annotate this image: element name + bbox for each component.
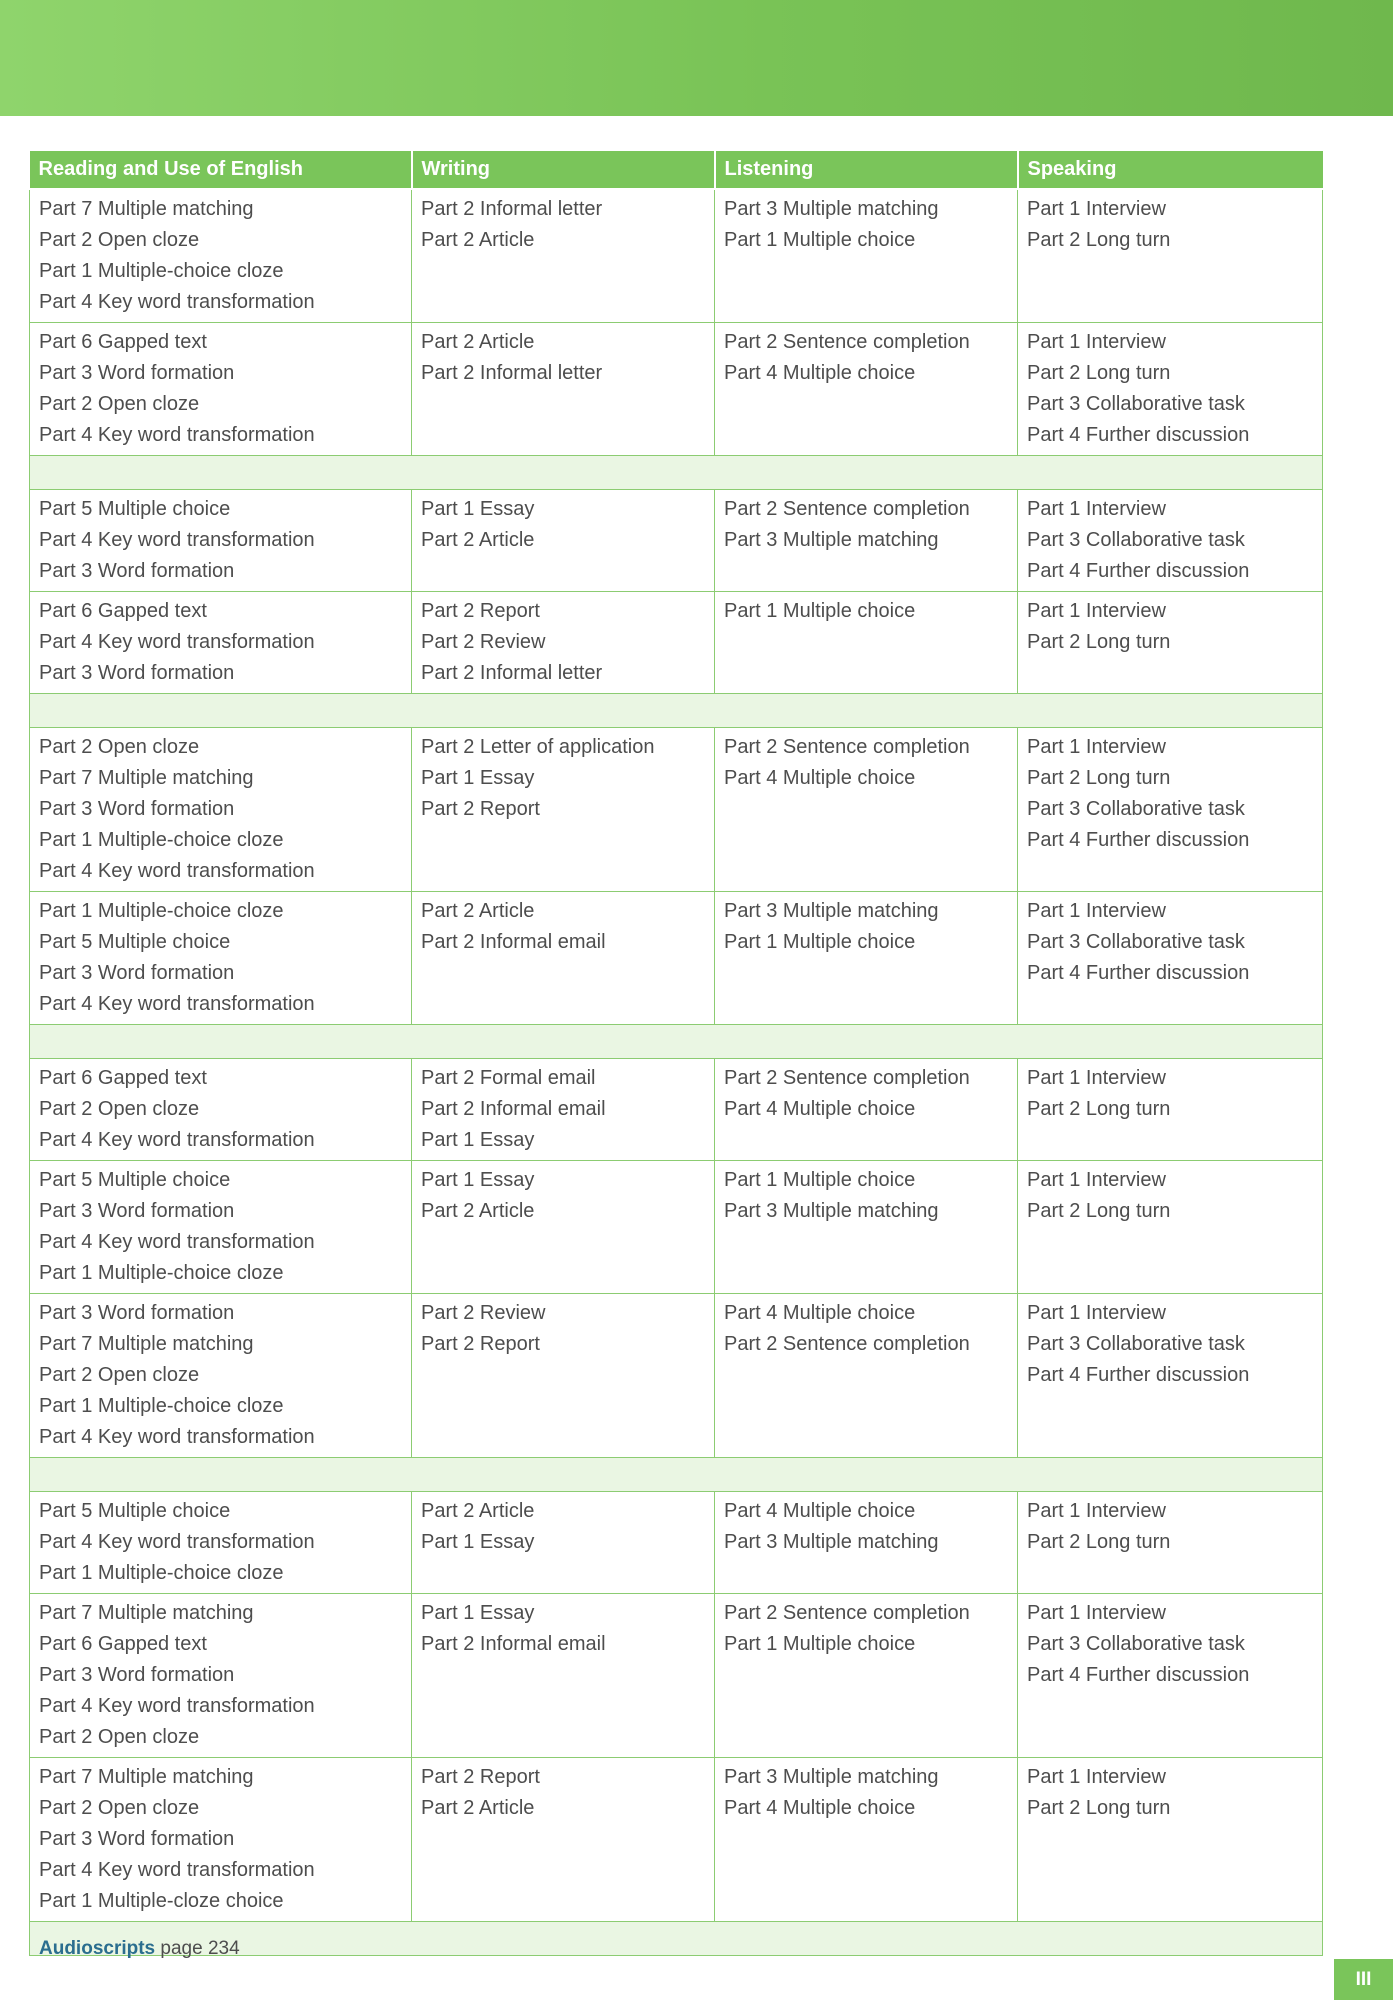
part-item: Part 3 Word formation xyxy=(39,1664,235,1686)
header-reading: Reading and Use of English xyxy=(30,151,412,189)
table-row xyxy=(30,1758,1323,1922)
part-item: Part 5 Multiple choice xyxy=(39,498,231,520)
part-item: Part 2 Sentence completion xyxy=(724,1602,970,1624)
header-speaking: Speaking xyxy=(1018,151,1323,189)
part-item: Part 2 Informal email xyxy=(421,1633,606,1655)
part-item: Part 1 Interview xyxy=(1027,600,1166,622)
cell-speaking xyxy=(1018,1059,1323,1161)
cell-speaking xyxy=(1018,1594,1323,1758)
part-item: Part 3 Multiple matching xyxy=(724,1200,939,1222)
part-item: Part 6 Gapped text xyxy=(39,1067,207,1089)
part-item: Part 3 Multiple matching xyxy=(724,1766,939,1788)
part-item: Part 4 Multiple choice xyxy=(724,1098,916,1120)
cell-listening xyxy=(715,1758,1018,1922)
part-item: Part 3 Word formation xyxy=(39,1302,235,1324)
table-row xyxy=(30,1492,1323,1594)
part-item: Part 5 Multiple choice xyxy=(39,1500,231,1522)
part-item: Part 1 Interview xyxy=(1027,1302,1166,1324)
unit-separator-row xyxy=(30,456,1323,490)
part-item: Part 4 Key word transformation xyxy=(39,1695,315,1717)
part-item: Part 3 Multiple matching xyxy=(724,198,939,220)
part-item: Part 1 Interview xyxy=(1027,1169,1166,1191)
cell-reading xyxy=(30,1294,412,1458)
part-item: Part 5 Multiple choice xyxy=(39,931,231,953)
table-row xyxy=(30,1161,1323,1294)
table-row xyxy=(30,490,1323,592)
top-color-band xyxy=(0,0,1393,116)
table-row xyxy=(30,1594,1323,1758)
part-item: Part 2 Article xyxy=(421,331,535,353)
cell-writing xyxy=(412,1059,715,1161)
cell-writing xyxy=(412,1294,715,1458)
part-item: Part 4 Key word transformation xyxy=(39,860,315,882)
part-item: Part 1 Multiple-choice cloze xyxy=(39,1262,284,1284)
cell-writing xyxy=(412,490,715,592)
part-item: Part 1 Multiple-choice cloze xyxy=(39,829,284,851)
part-item: Part 1 Essay xyxy=(421,767,535,789)
cell-speaking xyxy=(1018,1161,1323,1294)
part-item: Part 4 Key word transformation xyxy=(39,291,315,313)
part-item: Part 3 Collaborative task xyxy=(1027,393,1245,415)
part-item: Part 1 Interview xyxy=(1027,198,1166,220)
part-item: Part 1 Interview xyxy=(1027,736,1166,758)
exam-parts-table-wrapper xyxy=(29,151,1322,1956)
part-item: Part 2 Long turn xyxy=(1027,1098,1171,1120)
part-item: Part 2 Informal letter xyxy=(421,198,603,220)
part-item: Part 4 Multiple choice xyxy=(724,767,916,789)
part-item: Part 4 Key word transformation xyxy=(39,993,315,1015)
part-item: Part 2 Long turn xyxy=(1027,631,1171,653)
part-item: Part 1 Essay xyxy=(421,1602,535,1624)
cell-speaking xyxy=(1018,490,1323,592)
table-body xyxy=(30,189,1323,1956)
cell-speaking xyxy=(1018,1294,1323,1458)
part-item: Part 2 Sentence completion xyxy=(724,736,970,758)
part-item: Part 2 Article xyxy=(421,229,535,251)
part-item: Part 4 Further discussion xyxy=(1027,962,1250,984)
cell-reading xyxy=(30,1492,412,1594)
part-item: Part 1 Interview xyxy=(1027,1067,1166,1089)
part-item: Part 1 Multiple choice xyxy=(724,931,916,953)
part-item: Part 1 Essay xyxy=(421,498,535,520)
part-item: Part 2 Article xyxy=(421,1200,535,1222)
cell-speaking xyxy=(1018,323,1323,456)
part-item: Part 2 Informal letter xyxy=(421,362,603,384)
part-item: Part 2 Article xyxy=(421,1500,535,1522)
part-item: Part 3 Collaborative task xyxy=(1027,529,1245,551)
part-item: Part 2 Review xyxy=(421,1302,546,1324)
table-row xyxy=(30,728,1323,892)
table-row xyxy=(30,1059,1323,1161)
part-item: Part 7 Multiple matching xyxy=(39,1766,254,1788)
part-item: Part 4 Multiple choice xyxy=(724,1302,916,1324)
part-item: Part 4 Further discussion xyxy=(1027,829,1250,851)
part-item: Part 2 Long turn xyxy=(1027,362,1171,384)
part-item: Part 3 Collaborative task xyxy=(1027,1333,1245,1355)
part-item: Part 2 Article xyxy=(421,900,535,922)
cell-reading xyxy=(30,592,412,694)
table-row xyxy=(30,1294,1323,1458)
cell-listening xyxy=(715,728,1018,892)
part-item: Part 3 Multiple matching xyxy=(724,900,939,922)
part-item: Part 2 Formal email xyxy=(421,1067,596,1089)
cell-reading xyxy=(30,189,412,323)
part-item: Part 4 Key word transformation xyxy=(39,529,315,551)
cell-speaking xyxy=(1018,892,1323,1025)
part-item: Part 6 Gapped text xyxy=(39,331,207,353)
part-item: Part 2 Letter of application xyxy=(421,736,655,758)
part-item: Part 7 Multiple matching xyxy=(39,198,254,220)
part-item: Part 2 Open cloze xyxy=(39,229,200,251)
part-item: Part 1 Essay xyxy=(421,1129,535,1151)
part-item: Part 2 Long turn xyxy=(1027,1797,1171,1819)
cell-writing xyxy=(412,323,715,456)
cell-listening xyxy=(715,1161,1018,1294)
part-item: Part 2 Review xyxy=(421,631,546,653)
cell-listening xyxy=(715,592,1018,694)
part-item: Part 4 Key word transformation xyxy=(39,1426,315,1448)
part-item: Part 2 Informal email xyxy=(421,931,606,953)
cell-reading xyxy=(30,1161,412,1294)
part-item: Part 7 Multiple matching xyxy=(39,1602,254,1624)
part-item: Part 1 Multiple-choice cloze xyxy=(39,260,284,282)
header-writing: Writing xyxy=(412,151,715,189)
cell-writing xyxy=(412,1492,715,1594)
part-item: Part 1 Interview xyxy=(1027,1766,1166,1788)
cell-speaking xyxy=(1018,1492,1323,1594)
part-item: Part 2 Report xyxy=(421,600,540,622)
part-item: Part 1 Multiple choice xyxy=(724,229,916,251)
cell-reading xyxy=(30,1059,412,1161)
part-item: Part 2 Informal email xyxy=(421,1098,606,1120)
cell-reading xyxy=(30,323,412,456)
part-item: Part 1 Multiple choice xyxy=(724,1633,916,1655)
part-item: Part 6 Gapped text xyxy=(39,1633,207,1655)
exam-parts-table xyxy=(29,151,1323,1956)
cell-reading xyxy=(30,490,412,592)
audioscripts-link[interactable]: Audioscripts xyxy=(39,1938,156,1959)
part-item: Part 4 Key word transformation xyxy=(39,631,315,653)
table-header-row xyxy=(30,151,1323,189)
header-listening: Listening xyxy=(715,151,1018,189)
part-item: Part 2 Article xyxy=(421,1797,535,1819)
part-item: Part 1 Interview xyxy=(1027,331,1166,353)
part-item: Part 2 Open cloze xyxy=(39,1726,200,1748)
part-item: Part 1 Interview xyxy=(1027,1500,1166,1522)
part-item: Part 1 Multiple choice xyxy=(724,600,916,622)
part-item: Part 2 Open cloze xyxy=(39,1098,200,1120)
unit-separator-row xyxy=(30,1458,1323,1492)
part-item: Part 2 Report xyxy=(421,1766,540,1788)
part-item: Part 3 Word formation xyxy=(39,560,235,582)
part-item: Part 4 Multiple choice xyxy=(724,1500,916,1522)
part-item: Part 3 Collaborative task xyxy=(1027,931,1245,953)
footer-reference xyxy=(39,1938,240,1960)
cell-listening xyxy=(715,1059,1018,1161)
cell-speaking xyxy=(1018,1758,1323,1922)
cell-writing xyxy=(412,189,715,323)
unit-separator-cell xyxy=(30,456,1323,490)
unit-separator-cell xyxy=(30,1025,1323,1059)
part-item: Part 7 Multiple matching xyxy=(39,767,254,789)
part-item: Part 2 Long turn xyxy=(1027,1200,1171,1222)
part-item: Part 4 Further discussion xyxy=(1027,1664,1250,1686)
cell-listening xyxy=(715,323,1018,456)
part-item: Part 5 Multiple choice xyxy=(39,1169,231,1191)
part-item: Part 1 Multiple-cloze choice xyxy=(39,1890,284,1912)
cell-speaking xyxy=(1018,728,1323,892)
part-item: Part 2 Report xyxy=(421,798,540,820)
cell-speaking xyxy=(1018,189,1323,323)
table-row xyxy=(30,323,1323,456)
cell-listening xyxy=(715,189,1018,323)
cell-reading xyxy=(30,892,412,1025)
part-item: Part 3 Multiple matching xyxy=(724,1531,939,1553)
part-item: Part 1 Multiple-choice cloze xyxy=(39,1395,284,1417)
part-item: Part 3 Collaborative task xyxy=(1027,1633,1245,1655)
table-row xyxy=(30,189,1323,323)
unit-separator-row xyxy=(30,1025,1323,1059)
part-item: Part 3 Word formation xyxy=(39,1200,235,1222)
part-item: Part 2 Sentence completion xyxy=(724,1333,970,1355)
part-item: Part 2 Long turn xyxy=(1027,229,1171,251)
part-item: Part 1 Multiple choice xyxy=(724,1169,916,1191)
part-item: Part 1 Interview xyxy=(1027,1602,1166,1624)
part-item: Part 2 Long turn xyxy=(1027,767,1171,789)
cell-listening xyxy=(715,490,1018,592)
cell-reading xyxy=(30,728,412,892)
page-tab: III xyxy=(1334,1959,1393,2000)
cell-writing xyxy=(412,1161,715,1294)
part-item: Part 4 Multiple choice xyxy=(724,1797,916,1819)
part-item: Part 3 Multiple matching xyxy=(724,529,939,551)
cell-writing xyxy=(412,728,715,892)
part-item: Part 2 Informal letter xyxy=(421,662,603,684)
part-item: Part 4 Key word transformation xyxy=(39,424,315,446)
part-item: Part 4 Further discussion xyxy=(1027,560,1250,582)
table-row xyxy=(30,892,1323,1025)
part-item: Part 7 Multiple matching xyxy=(39,1333,254,1355)
part-item: Part 2 Long turn xyxy=(1027,1531,1171,1553)
unit-separator-row xyxy=(30,694,1323,728)
part-item: Part 6 Gapped text xyxy=(39,600,207,622)
part-item: Part 4 Further discussion xyxy=(1027,1364,1250,1386)
cell-writing xyxy=(412,892,715,1025)
part-item: Part 3 Word formation xyxy=(39,962,235,984)
part-item: Part 2 Article xyxy=(421,529,535,551)
part-item: Part 2 Sentence completion xyxy=(724,331,970,353)
part-item: Part 4 Key word transformation xyxy=(39,1231,315,1253)
part-item: Part 1 Multiple-choice cloze xyxy=(39,900,284,922)
unit-separator-cell xyxy=(30,1458,1323,1492)
cell-listening xyxy=(715,1294,1018,1458)
cell-writing xyxy=(412,592,715,694)
part-item: Part 3 Word formation xyxy=(39,662,235,684)
cell-listening xyxy=(715,1492,1018,1594)
part-item: Part 2 Sentence completion xyxy=(724,498,970,520)
part-item: Part 2 Open cloze xyxy=(39,393,200,415)
cell-listening xyxy=(715,892,1018,1025)
cell-reading xyxy=(30,1594,412,1758)
part-item: Part 4 Key word transformation xyxy=(39,1531,315,1553)
part-item: Part 3 Word formation xyxy=(39,362,235,384)
cell-writing xyxy=(412,1594,715,1758)
cell-speaking xyxy=(1018,592,1323,694)
part-item: Part 1 Multiple-choice cloze xyxy=(39,1562,284,1584)
cell-writing xyxy=(412,1758,715,1922)
part-item: Part 4 Key word transformation xyxy=(39,1859,315,1881)
part-item: Part 3 Collaborative task xyxy=(1027,798,1245,820)
part-item: Part 1 Essay xyxy=(421,1531,535,1553)
part-item: Part 2 Open cloze xyxy=(39,1797,200,1819)
table-row xyxy=(30,592,1323,694)
unit-separator-cell xyxy=(30,694,1323,728)
part-item: Part 2 Report xyxy=(421,1333,540,1355)
part-item: Part 1 Essay xyxy=(421,1169,535,1191)
part-item: Part 4 Key word transformation xyxy=(39,1129,315,1151)
part-item: Part 3 Word formation xyxy=(39,798,235,820)
cell-reading xyxy=(30,1758,412,1922)
part-item: Part 3 Word formation xyxy=(39,1828,235,1850)
part-item: Part 2 Open cloze xyxy=(39,1364,200,1386)
part-item: Part 1 Interview xyxy=(1027,900,1166,922)
part-item: Part 4 Multiple choice xyxy=(724,362,916,384)
cell-listening xyxy=(715,1594,1018,1758)
part-item: Part 2 Open cloze xyxy=(39,736,200,758)
footer-page-text: page 234 xyxy=(155,1938,240,1959)
part-item: Part 4 Further discussion xyxy=(1027,424,1250,446)
part-item: Part 2 Sentence completion xyxy=(724,1067,970,1089)
part-item: Part 1 Interview xyxy=(1027,498,1166,520)
